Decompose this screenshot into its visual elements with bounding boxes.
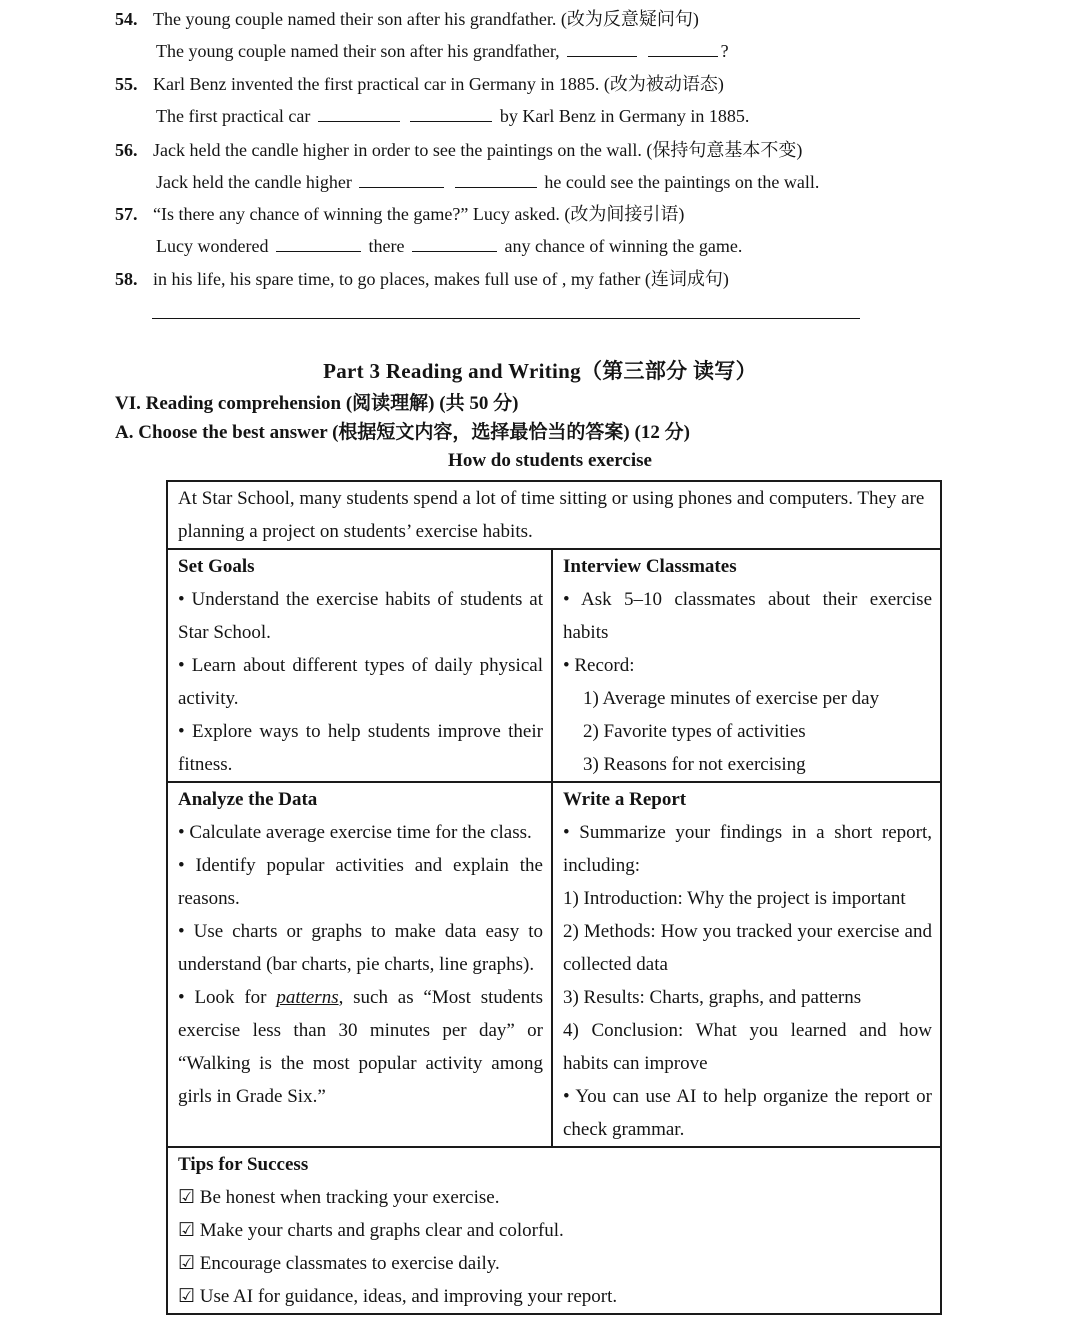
answer-text-end: ? xyxy=(720,41,729,61)
question-56 xyxy=(115,137,802,163)
answer-blank[interactable] xyxy=(455,169,537,188)
interview-cell xyxy=(552,549,941,782)
question-prompt: in his life, his spare time, to go places, makes full use of , my father (连词成句) xyxy=(153,269,729,289)
question-prompt: Jack held the candle higher in order to see the paintings on the wall. (保持句意基本不变) xyxy=(153,140,803,160)
report-item: 4) Conclusion: What you learned and how habits can improve xyxy=(562,1020,932,1074)
answer-blank[interactable] xyxy=(648,38,718,57)
answer-text-end: by Karl Benz in Germany in 1885. xyxy=(499,106,750,126)
list-item: • Ask 5–10 classmates about their exercise habits xyxy=(562,589,932,643)
record-item: 2) Favorite types of activities xyxy=(582,721,806,742)
report-item: 1) Introduction: Why the project is important xyxy=(562,888,906,909)
cell-title: Interview Classmates xyxy=(562,556,737,577)
answer-text-end: any chance of winning the game. xyxy=(504,236,743,256)
tip-item: ☑ Be honest when tracking your exercise. xyxy=(178,1187,500,1208)
tips-cell xyxy=(167,1147,941,1314)
question-58 xyxy=(115,266,729,292)
question-54-answer-line xyxy=(156,38,729,64)
cell-title: Set Goals xyxy=(178,556,255,577)
answer-blank[interactable] xyxy=(359,169,444,188)
report-item: 2) Methods: How you tracked your exercise and collected data xyxy=(562,921,932,975)
tip-item: ☑ Use AI for guidance, ideas, and improving your report. xyxy=(178,1286,618,1307)
record-item: 3) Reasons for not exercising xyxy=(582,754,806,775)
list-item: • Summarize your findings in a short report, including: xyxy=(562,822,932,876)
list-item: • Use charts or graphs to make data easy to understand (bar charts, pie charts, line graphs). xyxy=(178,921,543,975)
answer-text-start: Lucy wondered xyxy=(156,236,269,256)
report-cell xyxy=(552,782,941,1147)
question-prompt: The young couple named their son after his grandfather. (改为反意疑问句) xyxy=(153,9,699,29)
question-number: 54. xyxy=(115,9,138,29)
answer-text-start: The young couple named their son after his grandfather, xyxy=(156,41,560,61)
tip-item: ☑ Make your charts and graphs clear and colorful. xyxy=(178,1220,564,1241)
list-item: • Identify popular activities and explain the reasons. xyxy=(178,855,543,909)
question-55 xyxy=(115,71,724,97)
cell-title: Write a Report xyxy=(562,789,687,810)
cell-title: Tips for Success xyxy=(178,1154,309,1175)
answer-text-mid: there xyxy=(368,236,405,256)
part-title: Part 3 Reading and Writing（第三部分 读写） xyxy=(323,359,757,383)
record-item: 1) Average minutes of exercise per day xyxy=(582,688,880,709)
answer-text-start: The first practical car xyxy=(156,106,311,126)
question-number: 55. xyxy=(115,74,138,94)
section-heading-a: A. Choose the best answer (根据短文内容，选择最恰当的答案) (12 分) xyxy=(115,422,690,443)
report-item: 3) Results: Charts, graphs, and patterns xyxy=(562,987,862,1008)
question-number: 56. xyxy=(115,140,138,160)
answer-blank[interactable] xyxy=(276,233,361,252)
question-number: 57. xyxy=(115,204,138,224)
list-item: • Explore ways to help students improve their fitness. xyxy=(178,721,543,775)
list-item: • Understand the exercise habits of students at Star School. xyxy=(178,589,543,643)
passage-intro xyxy=(167,481,941,549)
question-57-answer-line xyxy=(156,233,742,259)
question-55-answer-line xyxy=(156,103,749,129)
set-goals-cell xyxy=(167,549,552,782)
tip-item: ☑ Encourage classmates to exercise daily. xyxy=(178,1253,500,1274)
section-heading-vi: VI. Reading comprehension (阅读理解) (共 50 分) xyxy=(115,393,519,414)
answer-text-start: Jack held the candle higher xyxy=(156,172,352,192)
question-54 xyxy=(115,6,699,32)
list-item: • You can use AI to help organize the report or check grammar. xyxy=(562,1086,932,1140)
look-for-prefix: • Look for xyxy=(178,987,277,1008)
question-prompt: Karl Benz invented the first practical car in Germany in 1885. (改为被动语态) xyxy=(153,74,724,94)
question-58-answer-blank[interactable] xyxy=(152,318,860,319)
answer-blank[interactable] xyxy=(412,233,497,252)
patterns-word: patterns xyxy=(276,987,339,1008)
analyze-cell xyxy=(167,782,552,1147)
answer-text-end: he could see the paintings on the wall. xyxy=(544,172,820,192)
list-item: • Learn about different types of daily physical activity. xyxy=(178,655,543,709)
question-number: 58. xyxy=(115,269,138,289)
passage-table xyxy=(166,480,942,1315)
list-item xyxy=(178,981,543,1113)
look-for-rest: , such as “Most students exercise less than 30 minutes per day” or “Walking is the most popular activity among girls in Grade Six.” xyxy=(178,987,543,1107)
question-56-answer-line xyxy=(156,169,819,195)
question-57 xyxy=(115,201,684,227)
passage-title: How do students exercise xyxy=(448,450,652,471)
answer-blank[interactable] xyxy=(318,103,400,122)
cell-title: Analyze the Data xyxy=(178,789,318,810)
answer-blank[interactable] xyxy=(567,38,637,57)
list-item: • Record: xyxy=(562,655,635,676)
list-item: • Calculate average exercise time for the class. xyxy=(178,822,532,843)
answer-blank[interactable] xyxy=(410,103,492,122)
intro-text: At Star School, many students spend a lot of time sitting or using phones and computers. They are planning a project on students’ exercise habits. xyxy=(178,488,925,542)
question-prompt: “Is there any chance of winning the game?” Lucy asked. (改为间接引语) xyxy=(153,204,685,224)
